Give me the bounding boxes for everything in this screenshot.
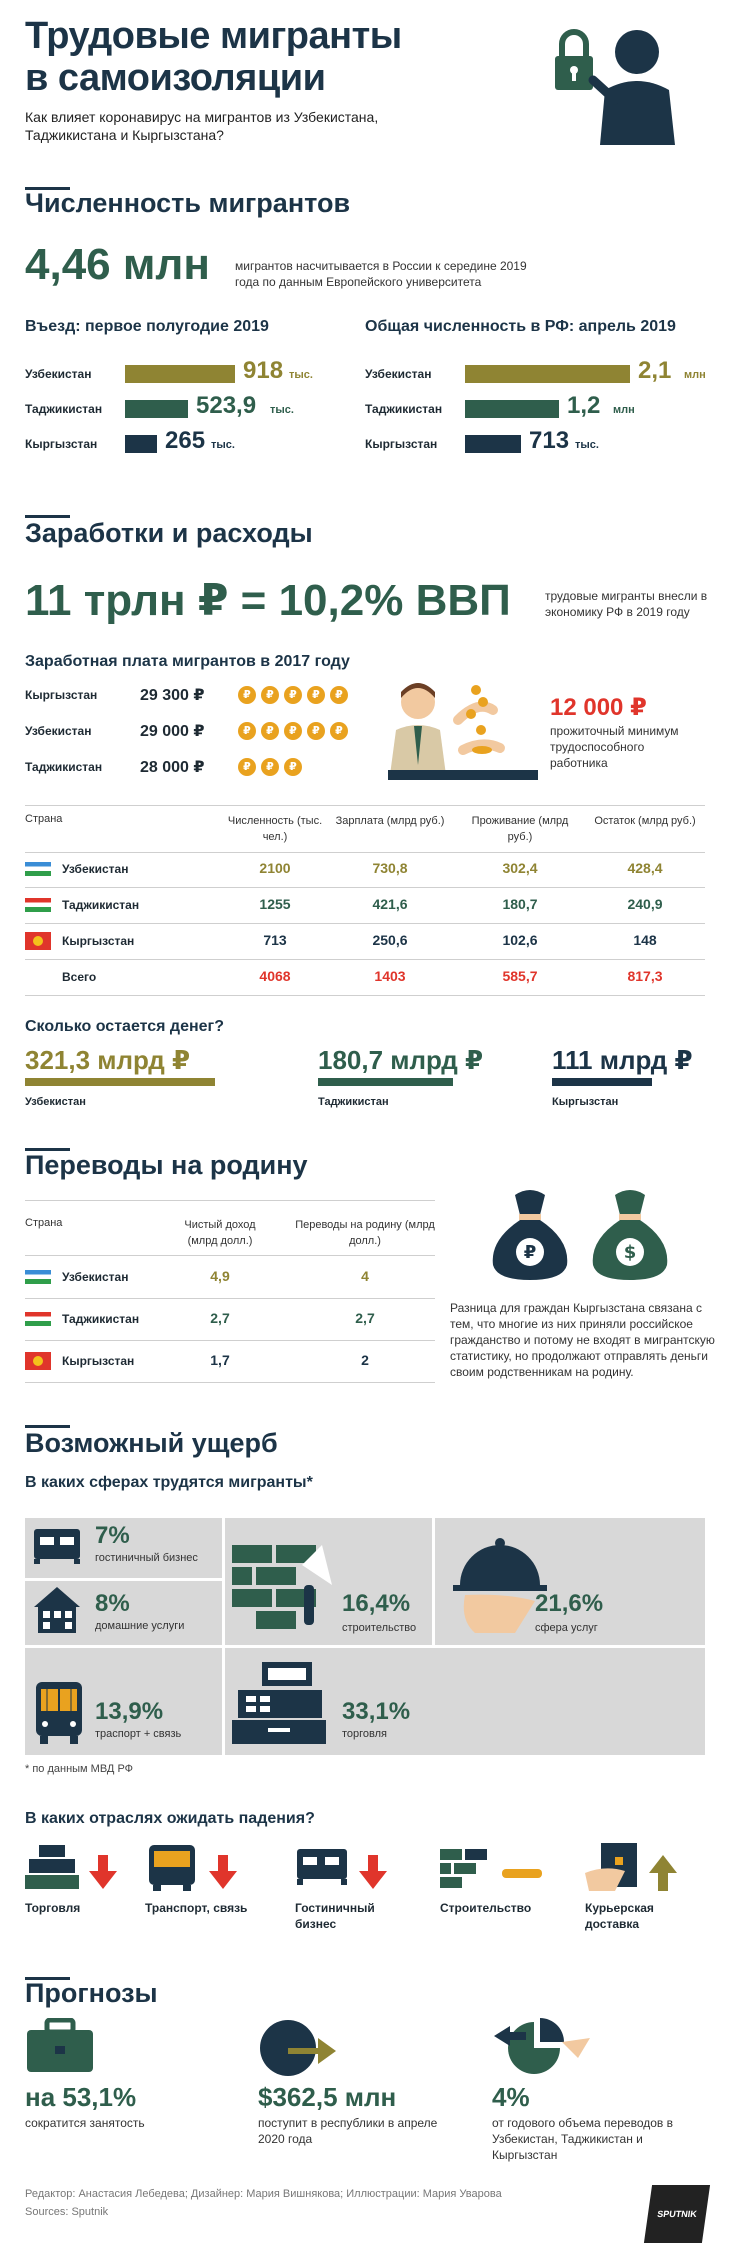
earnings-big: 11 трлн ₽ = 10,2% ВВП	[25, 576, 511, 625]
ruble-coin-icon: ₽	[284, 722, 302, 740]
remaining-country: Узбекистан	[25, 1096, 86, 1108]
uzbekistan-flag-icon	[25, 862, 51, 876]
salary-value: 28 000 ₽	[140, 759, 205, 776]
bus-icon	[145, 1843, 201, 1893]
table-cell: 302,4	[502, 860, 538, 876]
sector-pct: 13,9%	[95, 1698, 164, 1725]
table-line	[25, 1255, 435, 1256]
ruble-coin-icon: ₽	[261, 686, 279, 704]
arrow-up-icon	[647, 1855, 679, 1891]
sector-label: строительство	[342, 1622, 417, 1634]
table-cell: 102,6	[502, 932, 538, 948]
table-cell: 1255	[259, 896, 291, 912]
bar-unit: тыс.	[211, 439, 235, 451]
table-cell: 1403	[374, 968, 406, 984]
sector-label: домашние услуги	[95, 1620, 185, 1632]
bar-country-label: Кыргызстан	[365, 437, 438, 451]
bar-country-label: Таджикистан	[25, 402, 103, 416]
table-cell: 180,7	[502, 896, 538, 912]
count-heading: Численность мигрантов	[25, 188, 351, 218]
bar-country-label: Таджикистан	[365, 402, 443, 416]
worker-money-icon	[388, 670, 548, 780]
ruble-coin-icon: ₽	[307, 722, 325, 740]
sources: Sources: Sputnik	[25, 2206, 109, 2218]
forecast-value: $362,5 млн	[258, 2082, 397, 2112]
arrow-down-icon	[357, 1855, 389, 1891]
table-header: Остаток (млрд руб.)	[594, 815, 696, 827]
table-header: Страна	[25, 813, 63, 825]
table-header: Страна	[25, 1217, 63, 1229]
kyrgyzstan-flag-icon	[25, 1352, 51, 1370]
table-country: Таджикистан	[62, 898, 140, 912]
table-header: Переводы на родину (млрд долл.)	[295, 1219, 435, 1247]
table-line	[25, 852, 705, 853]
ruble-coin-icon: ₽	[238, 722, 256, 740]
table-cell: 585,7	[502, 968, 538, 984]
decline-label: Гостиничный бизнес	[295, 1901, 375, 1931]
table-line	[25, 1382, 435, 1383]
table-country: Всего	[62, 970, 97, 984]
pie-arrows-icon	[492, 2018, 592, 2078]
salary-country: Узбекистан	[25, 724, 92, 738]
bar-value: 265	[165, 427, 206, 454]
damage-heading: Возможный ущерб	[25, 1428, 278, 1458]
parcel-icon	[585, 1843, 641, 1893]
remaining-bar	[25, 1078, 215, 1086]
table-line	[25, 1200, 435, 1201]
table-country: Кыргызстан	[62, 934, 135, 948]
table-cell: 240,9	[627, 896, 663, 912]
table-header: Проживание (млрд руб.)	[471, 815, 569, 843]
salary-value: 29 300 ₽	[140, 687, 205, 704]
earnings-big-desc: трудовые мигранты внесли в экономику РФ в 2019 году	[545, 589, 708, 619]
bar-unit: тыс.	[289, 369, 313, 381]
bar-value: 523,9	[196, 392, 257, 419]
credits: Редактор: Анастасия Лебедева; Дизайнер: Мария Вишнякова; Иллюстрации: Мария Уварова	[25, 2188, 502, 2200]
sector-pct: 33,1%	[342, 1698, 411, 1725]
bar-unit: тыс.	[575, 439, 599, 451]
grid-divider	[222, 1518, 225, 1755]
table-cell: 2100	[259, 860, 291, 876]
grid-divider	[25, 1645, 705, 1648]
salary-heading: Заработная плата мигрантов в 2017 году	[25, 653, 350, 670]
remaining-country: Кыргызстан	[552, 1096, 619, 1108]
dash-icon	[502, 1855, 542, 1891]
sector-label: сфера услуг	[535, 1622, 598, 1634]
total-heading: Общая численность в РФ: апрель 2019	[365, 318, 676, 335]
sectors-footnote: * по данным МВД РФ	[25, 1763, 134, 1775]
ruble-bag-icon	[485, 1180, 575, 1280]
bar-country-label: Кыргызстан	[25, 437, 98, 451]
table-cell: 250,6	[372, 932, 408, 948]
population-bar	[125, 365, 235, 383]
sector-label: торговля	[342, 1728, 388, 1740]
table-header: Зарплата (млрд руб.)	[335, 815, 445, 827]
flag-sun	[33, 1356, 43, 1366]
svg-text:$: $	[623, 1242, 637, 1263]
table-cell: 148	[633, 932, 657, 948]
coin-row	[238, 757, 307, 776]
population-bar	[465, 400, 559, 418]
ruble-coin-icon: ₽	[330, 686, 348, 704]
transfers-note: Разница для граждан Кыргызстана связана с тем, что многие из них приняли российское гражданство и потому не входят в мигрантскую статистику, но продолжают отправлять деньги своим родственникам на родину.	[450, 1301, 715, 1379]
decline-label: Строительство	[440, 1901, 532, 1915]
salary-value: 29 000 ₽	[140, 723, 205, 740]
kyrgyzstan-flag-icon	[25, 932, 51, 950]
earnings-heading: Заработки и расходы	[25, 518, 313, 548]
remaining-country: Таджикистан	[318, 1096, 389, 1108]
bar-country-label: Узбекистан	[25, 367, 92, 381]
house-icon	[32, 1585, 82, 1635]
bar-value: 713	[529, 427, 570, 454]
decline-label: Транспорт, связь	[145, 1901, 248, 1915]
remaining-value: 321,3 млрд ₽	[25, 1045, 191, 1075]
table-header: Чистый доход (млрд долл.)	[184, 1219, 256, 1247]
table-country: Узбекистан	[62, 862, 129, 876]
transfer-cell: 2	[361, 1352, 369, 1368]
salary-country: Кыргызстан	[25, 688, 98, 702]
table-header: Численность (тыс. чел.)	[227, 815, 323, 843]
sector-pct: 7%	[95, 1522, 130, 1549]
decline-label: Торговля	[25, 1901, 81, 1915]
remaining-bar	[318, 1078, 453, 1086]
briefcase-icon	[25, 2018, 95, 2073]
grid-divider	[432, 1518, 435, 1645]
table-line	[25, 1298, 435, 1299]
transfer-cell: 4	[361, 1268, 369, 1284]
table-line	[25, 805, 705, 806]
table-cell: 4068	[259, 968, 291, 984]
arrow-down-icon	[207, 1855, 239, 1891]
coin-row	[238, 721, 353, 740]
uzbekistan-flag-icon	[25, 1270, 51, 1284]
ruble-coin-icon: ₽	[330, 722, 348, 740]
serving-tray-icon	[445, 1535, 555, 1635]
flag-sun	[33, 936, 43, 946]
bed-icon	[32, 1525, 82, 1565]
person-lock-icon	[545, 20, 685, 145]
transfers-heading: Переводы на родину	[25, 1150, 308, 1180]
cash-register-icon	[232, 1660, 327, 1745]
bar-value: 2,1	[638, 357, 672, 384]
remaining-value: 180,7 млрд ₽	[318, 1045, 484, 1075]
sectors-heading: В каких сферах трудятся мигранты*	[25, 1474, 313, 1491]
sector-pct: 16,4%	[342, 1590, 411, 1617]
transfer-cell: 2,7	[355, 1310, 375, 1326]
population-bar	[465, 365, 630, 383]
table-cell: 428,4	[627, 860, 663, 876]
minimum-value: 12 000 ₽	[550, 694, 647, 721]
table-cell: 730,8	[372, 860, 408, 876]
table-line	[25, 887, 705, 888]
table-cell: 817,3	[627, 968, 663, 984]
remaining-heading: Сколько остается денег?	[25, 1018, 224, 1035]
forecast-value: на 53,1%	[25, 2082, 137, 2112]
forecast-heading: Прогнозы	[25, 1978, 158, 2008]
ruble-coin-icon: ₽	[261, 758, 279, 776]
forecast-desc: от годового объема переводов в Узбекистан, Таджикистан и Кыргызстан	[492, 2116, 673, 2162]
ruble-coin-icon: ₽	[261, 722, 279, 740]
bricks-icon	[232, 1535, 342, 1635]
population-bar	[125, 400, 188, 418]
decline-heading: В каких отраслях ожидать падения?	[25, 1810, 315, 1827]
page-subtitle: Как влияет коронавирус на мигрантов из Узбекистана, Таджикистана и Кыргызстана?	[25, 109, 379, 143]
table-line	[25, 923, 705, 924]
ruble-coin-icon: ₽	[284, 758, 302, 776]
forecast-desc: сократится занятость	[25, 2116, 145, 2130]
table-country: Кыргызстан	[62, 1354, 135, 1368]
sector-pct: 8%	[95, 1590, 130, 1617]
forecast-value: 4%	[492, 2082, 530, 2112]
population-bar	[465, 435, 521, 453]
table-line	[25, 995, 705, 996]
count-big-number: 4,46 млн	[25, 240, 210, 289]
tajikistan-flag-icon	[25, 1312, 51, 1326]
remaining-value: 111 млрд ₽	[552, 1045, 693, 1075]
entry-heading: Въезд: первое полугодие 2019	[25, 318, 269, 335]
sector-label: гостиничный бизнес	[95, 1552, 198, 1564]
ruble-coin-icon: ₽	[238, 758, 256, 776]
svg-text:₽: ₽	[523, 1242, 537, 1263]
table-country: Узбекистан	[62, 1270, 129, 1284]
coin-row	[238, 685, 353, 704]
sputnik-logo: SPUTNIK	[644, 2185, 710, 2243]
tajikistan-flag-icon	[25, 898, 51, 912]
decline-label: Курьерская доставка	[585, 1901, 654, 1931]
table-line	[25, 1340, 435, 1341]
cash-register-icon	[25, 1843, 81, 1893]
table-line	[25, 959, 705, 960]
income-cell: 4,9	[210, 1268, 230, 1284]
bar-country-label: Узбекистан	[365, 367, 432, 381]
table-cell: 713	[263, 932, 287, 948]
arrow-down-icon	[87, 1855, 119, 1891]
count-big-desc: мигрантов насчитывается в России к середине 2019 года по данным Европейского университета	[235, 259, 527, 289]
sector-label: траспорт + связь	[95, 1728, 182, 1740]
ruble-coin-icon: ₽	[238, 686, 256, 704]
coin-arrow-icon	[258, 2018, 338, 2078]
bar-unit: тыс.	[270, 404, 294, 416]
income-cell: 1,7	[210, 1352, 230, 1368]
bar-unit: млн	[613, 404, 635, 416]
bus-icon	[32, 1680, 87, 1745]
grid-divider	[25, 1578, 222, 1581]
table-cell: 421,6	[372, 896, 408, 912]
bricks-icon	[440, 1843, 496, 1893]
table-country: Таджикистан	[62, 1312, 140, 1326]
population-bar	[125, 435, 157, 453]
remaining-bar	[552, 1078, 652, 1086]
ruble-coin-icon: ₽	[307, 686, 325, 704]
income-cell: 2,7	[210, 1310, 230, 1326]
ruble-coin-icon: ₽	[284, 686, 302, 704]
dollar-bag-icon	[585, 1180, 675, 1280]
forecast-desc: поступит в республики в апреле 2020 года	[258, 2116, 438, 2146]
page-title-line1: Трудовые мигранты	[25, 15, 402, 57]
bed-icon	[295, 1843, 351, 1893]
page-title-line2: в самоизоляции	[25, 57, 326, 99]
sector-pct: 21,6%	[535, 1590, 604, 1617]
salary-country: Таджикистан	[25, 760, 103, 774]
bar-value: 1,2	[567, 392, 601, 419]
bar-value: 918	[243, 357, 284, 384]
bar-unit: млн	[684, 369, 706, 381]
minimum-desc: прожиточный минимум трудоспособного работника	[550, 724, 679, 770]
